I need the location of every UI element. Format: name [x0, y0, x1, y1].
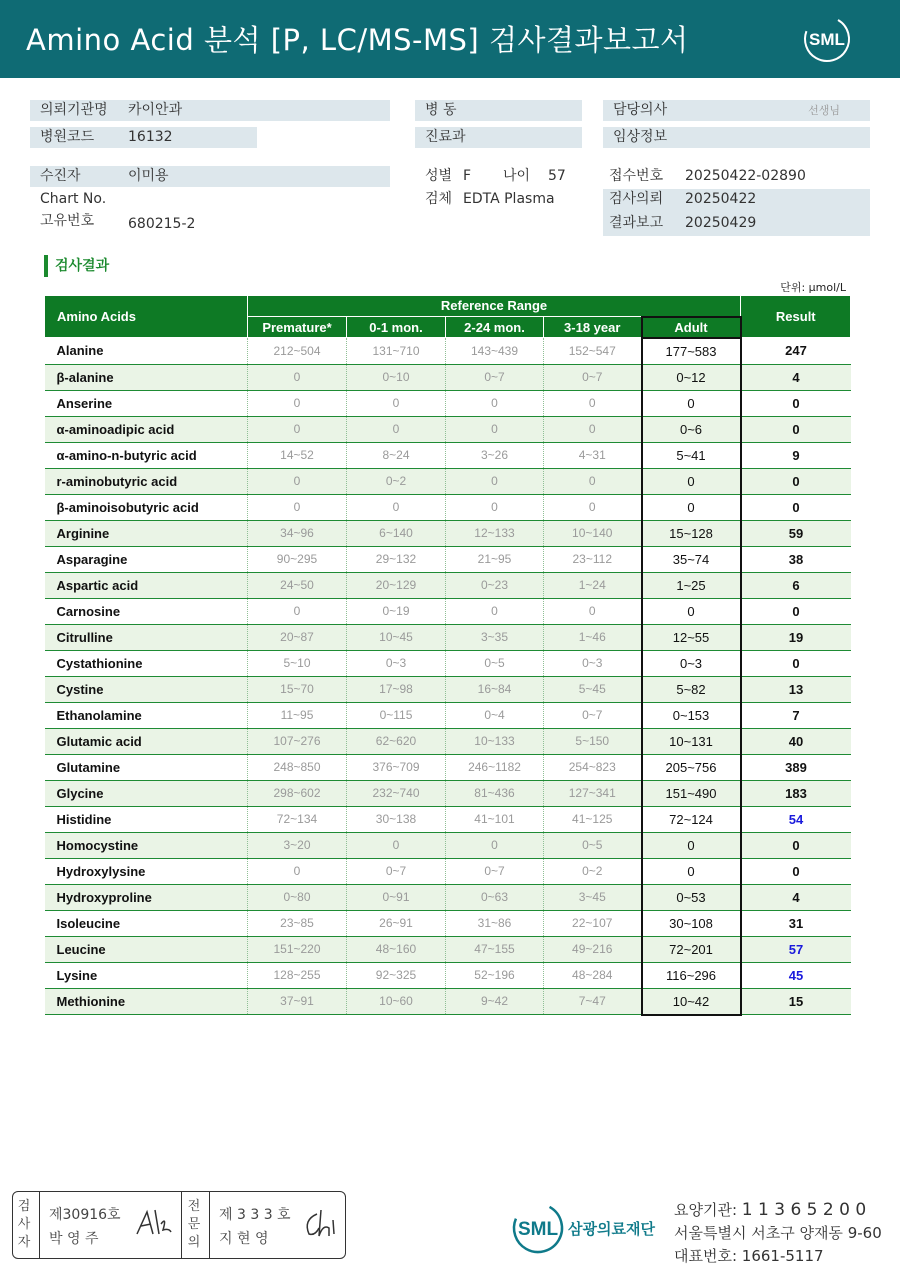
dept-field [415, 127, 582, 148]
reference-value: 0~7 [544, 364, 642, 390]
amino-acid-name: Anserine [45, 390, 248, 416]
reference-value: 0~3 [544, 650, 642, 676]
adult-reference: 35~74 [642, 546, 741, 572]
reference-value: 5~150 [544, 728, 642, 754]
org-value: 카이안과 [128, 102, 183, 118]
reference-value: 5~10 [248, 650, 347, 676]
reference-value: 48~284 [544, 962, 642, 988]
reference-value: 23~85 [248, 910, 347, 936]
result-value: 0 [741, 598, 851, 624]
reference-value: 0 [248, 468, 347, 494]
table-row [45, 364, 851, 390]
reference-value: 0 [347, 832, 446, 858]
unit-label: 단위: µmol/L [780, 281, 846, 294]
reference-value: 0 [248, 390, 347, 416]
reference-value: 143~439 [446, 338, 544, 365]
amino-acid-name: Lysine [45, 962, 248, 988]
table-row [45, 468, 851, 494]
reference-value: 5~45 [544, 676, 642, 702]
reference-value: 17~98 [347, 676, 446, 702]
specimen-label: 검체 [425, 191, 453, 207]
sml-logo-icon [802, 14, 852, 64]
adult-reference: 0 [642, 390, 741, 416]
adult-reference: 10~131 [642, 728, 741, 754]
reference-value: 0 [347, 390, 446, 416]
table-row [45, 806, 851, 832]
reference-value: 41~101 [446, 806, 544, 832]
dept-label: 진료과 [425, 129, 466, 145]
result-value: 247 [741, 338, 851, 365]
org-label: 의뢰기관명 [40, 102, 108, 118]
col-result: Result [741, 296, 851, 338]
reference-value: 0 [248, 494, 347, 520]
reference-value: 34~96 [248, 520, 347, 546]
reference-value: 0 [347, 416, 446, 442]
adult-reference: 0~53 [642, 884, 741, 910]
result-value: 9 [741, 442, 851, 468]
reference-value: 3~26 [446, 442, 544, 468]
reference-value: 151~220 [248, 936, 347, 962]
reference-value: 16~84 [446, 676, 544, 702]
amino-acid-name: Aspartic acid [45, 572, 248, 598]
adult-reference: 0~6 [642, 416, 741, 442]
table-row [45, 728, 851, 754]
reference-value: 152~547 [544, 338, 642, 365]
result-value: 0 [741, 468, 851, 494]
adult-reference: 0 [642, 494, 741, 520]
reference-value: 48~160 [347, 936, 446, 962]
specialist-label: 전 문 의 [187, 1199, 201, 1250]
reference-value: 131~710 [347, 338, 446, 365]
result-value: 31 [741, 910, 851, 936]
result-value: 59 [741, 520, 851, 546]
table-row [45, 858, 851, 884]
result-value: 0 [741, 494, 851, 520]
adult-reference: 30~108 [642, 910, 741, 936]
phone-label: 대표번호: [674, 1247, 738, 1265]
result-value: 40 [741, 728, 851, 754]
reference-value: 0~19 [347, 598, 446, 624]
signature-box [12, 1191, 346, 1259]
foundation-name: 삼광의료재단 [568, 1220, 655, 1238]
adult-reference: 5~82 [642, 676, 741, 702]
result-value: 57 [741, 936, 851, 962]
amino-acid-name: Citrulline [45, 624, 248, 650]
inspector-signature-icon [133, 1206, 175, 1242]
reference-value: 3~35 [446, 624, 544, 650]
reference-value: 1~46 [544, 624, 642, 650]
reference-value: 29~132 [347, 546, 446, 572]
reference-value: 128~255 [248, 962, 347, 988]
reference-value: 22~107 [544, 910, 642, 936]
reference-value: 7~47 [544, 988, 642, 1015]
doctor-label: 담당의사 [613, 102, 668, 118]
table-row [45, 442, 851, 468]
reference-value: 8~24 [347, 442, 446, 468]
reference-value: 0~5 [446, 650, 544, 676]
reference-value: 0~7 [347, 858, 446, 884]
adult-reference: 0 [642, 598, 741, 624]
foundation-logo [510, 1200, 660, 1256]
amino-acid-name: Glutamine [45, 754, 248, 780]
reference-value: 24~50 [248, 572, 347, 598]
report-label: 결과보고 [609, 215, 664, 231]
adult-reference: 15~128 [642, 520, 741, 546]
clinical-label: 임상정보 [613, 129, 668, 145]
adult-reference: 0~3 [642, 650, 741, 676]
adult-reference: 12~55 [642, 624, 741, 650]
code-label: 병원코드 [40, 129, 95, 145]
amino-acid-name: Hydroxyproline [45, 884, 248, 910]
col-0-1-mon: 0-1 mon. [347, 317, 446, 338]
amino-acid-name: Homocystine [45, 832, 248, 858]
reference-value: 0 [446, 832, 544, 858]
institution-code [674, 1199, 866, 1220]
amino-acid-name: Isoleucine [45, 910, 248, 936]
reference-value: 21~95 [446, 546, 544, 572]
amino-acid-name: Carnosine [45, 598, 248, 624]
reference-value: 52~196 [446, 962, 544, 988]
reference-value: 0 [544, 468, 642, 494]
reference-value: 0~10 [347, 364, 446, 390]
specialist-name: 지 현 영 [219, 1231, 269, 1247]
reference-value: 248~850 [248, 754, 347, 780]
reference-value: 0 [446, 468, 544, 494]
result-value: 0 [741, 416, 851, 442]
result-value: 4 [741, 884, 851, 910]
result-value: 13 [741, 676, 851, 702]
reference-value: 376~709 [347, 754, 446, 780]
table-row [45, 988, 851, 1015]
adult-reference: 0 [642, 858, 741, 884]
results-table [44, 295, 851, 1016]
amino-acid-name: Asparagine [45, 546, 248, 572]
dates-field [603, 189, 870, 236]
adult-reference: 177~583 [642, 338, 741, 365]
amino-acid-name: Histidine [45, 806, 248, 832]
ward-field [415, 100, 582, 121]
amino-acid-name: α-aminoadipic acid [45, 416, 248, 442]
specimen-value: EDTA Plasma [463, 191, 555, 207]
reference-value: 20~87 [248, 624, 347, 650]
result-value: 0 [741, 390, 851, 416]
table-row [45, 598, 851, 624]
table-row [45, 832, 851, 858]
table-row [45, 780, 851, 806]
reference-value: 3~20 [248, 832, 347, 858]
reference-value: 30~138 [347, 806, 446, 832]
reference-value: 232~740 [347, 780, 446, 806]
result-value: 7 [741, 702, 851, 728]
sml-logo-text: SML [809, 30, 845, 49]
reference-value: 11~95 [248, 702, 347, 728]
reference-value: 72~134 [248, 806, 347, 832]
inspector-label: 검 사 자 [17, 1199, 31, 1250]
reference-value: 81~436 [446, 780, 544, 806]
reference-value: 0 [446, 598, 544, 624]
doctor-suffix: 선생님 [808, 104, 840, 117]
amino-acid-name: r-aminobutyric acid [45, 468, 248, 494]
adult-reference: 0~153 [642, 702, 741, 728]
sml-footer-logo-icon [510, 1200, 566, 1256]
reference-value: 0~23 [446, 572, 544, 598]
reference-value: 41~125 [544, 806, 642, 832]
reference-value: 37~91 [248, 988, 347, 1015]
address: 서울특별시 서초구 양재동 9-60 [674, 1224, 882, 1242]
org-field [30, 100, 390, 121]
adult-reference: 116~296 [642, 962, 741, 988]
amino-acid-name: Alanine [45, 338, 248, 365]
reference-value: 0~3 [347, 650, 446, 676]
adult-reference: 0~12 [642, 364, 741, 390]
receipt-value: 20250422-02890 [685, 168, 806, 184]
table-row [45, 910, 851, 936]
col-adult: Adult [642, 317, 741, 338]
col-2-24-mon: 2-24 mon. [446, 317, 544, 338]
table-row [45, 572, 851, 598]
table-row [45, 390, 851, 416]
reference-value: 20~129 [347, 572, 446, 598]
adult-reference: 151~490 [642, 780, 741, 806]
result-value: 6 [741, 572, 851, 598]
reference-value: 0 [544, 390, 642, 416]
age-label: 나이 [503, 168, 531, 184]
reference-value: 12~133 [446, 520, 544, 546]
reference-value: 246~1182 [446, 754, 544, 780]
reference-value: 0~5 [544, 832, 642, 858]
receipt-label: 접수번호 [609, 168, 664, 184]
inspector-license: 제30916호 [49, 1207, 121, 1223]
request-value: 20250422 [685, 191, 757, 207]
report-title: Amino Acid 분석 [P, LC/MS-MS] 검사결과보고서 [26, 23, 689, 57]
reference-value: 31~86 [446, 910, 544, 936]
reference-value: 0~2 [544, 858, 642, 884]
phone [674, 1245, 824, 1266]
reference-value: 10~140 [544, 520, 642, 546]
table-row [45, 676, 851, 702]
result-value: 45 [741, 962, 851, 988]
amino-acid-name: β-aminoisobutyric acid [45, 494, 248, 520]
result-value: 38 [741, 546, 851, 572]
reference-value: 1~24 [544, 572, 642, 598]
adult-reference: 205~756 [642, 754, 741, 780]
reference-value: 0 [544, 598, 642, 624]
reference-value: 4~31 [544, 442, 642, 468]
amino-acid-name: α-amino-n-butyric acid [45, 442, 248, 468]
reference-value: 0 [446, 494, 544, 520]
table-row [45, 338, 851, 365]
institution-code-value: 1 1 3 6 5 2 0 0 [741, 1200, 867, 1220]
reference-value: 0~7 [544, 702, 642, 728]
reference-value: 62~620 [347, 728, 446, 754]
table-row [45, 884, 851, 910]
reference-value: 0 [446, 416, 544, 442]
result-value: 389 [741, 754, 851, 780]
specialist-signature-icon [301, 1206, 341, 1242]
reference-value: 0~80 [248, 884, 347, 910]
result-value: 183 [741, 780, 851, 806]
id-value: 680215-2 [128, 216, 196, 232]
reference-value: 0 [544, 416, 642, 442]
chart-label: Chart No. [40, 191, 107, 207]
reference-value: 26~91 [347, 910, 446, 936]
reference-value: 15~70 [248, 676, 347, 702]
result-value: 0 [741, 858, 851, 884]
reference-value: 212~504 [248, 338, 347, 365]
col-reference-range: Reference Range [248, 296, 741, 317]
reference-value: 9~42 [446, 988, 544, 1015]
reference-value: 0 [544, 494, 642, 520]
sex-value: F [463, 168, 472, 184]
amino-acid-name: Glycine [45, 780, 248, 806]
col-amino-acids: Amino Acids [45, 296, 248, 338]
result-value: 0 [741, 650, 851, 676]
reference-value: 14~52 [248, 442, 347, 468]
reference-value: 0~7 [446, 364, 544, 390]
reference-value: 0 [248, 858, 347, 884]
reference-value: 10~45 [347, 624, 446, 650]
table-row [45, 624, 851, 650]
adult-reference: 0 [642, 468, 741, 494]
code-field [30, 127, 257, 148]
result-value: 54 [741, 806, 851, 832]
reference-value: 3~45 [544, 884, 642, 910]
reference-value: 254~823 [544, 754, 642, 780]
reference-value: 0~4 [446, 702, 544, 728]
amino-acid-name: β-alanine [45, 364, 248, 390]
age-value: 57 [548, 168, 566, 184]
reference-value: 0 [248, 364, 347, 390]
reference-value: 10~60 [347, 988, 446, 1015]
report-value: 20250429 [685, 215, 757, 231]
adult-reference: 0 [642, 832, 741, 858]
id-label: 고유번호 [40, 213, 95, 229]
col-premature: Premature* [248, 317, 347, 338]
table-row [45, 520, 851, 546]
sex-label: 성별 [425, 168, 453, 184]
amino-acid-name: Hydroxylysine [45, 858, 248, 884]
footer-logo-text: SML [517, 1219, 559, 1240]
result-value: 0 [741, 832, 851, 858]
reference-value: 0 [446, 390, 544, 416]
patient-label: 수진자 [40, 168, 81, 184]
reference-value: 49~216 [544, 936, 642, 962]
table-row [45, 416, 851, 442]
table-row [45, 754, 851, 780]
reference-value: 0~7 [446, 858, 544, 884]
reference-value: 0 [248, 416, 347, 442]
reference-value: 6~140 [347, 520, 446, 546]
section-title: 검사결과 [44, 255, 109, 277]
amino-acid-name: Cystine [45, 676, 248, 702]
reference-value: 90~295 [248, 546, 347, 572]
table-row [45, 494, 851, 520]
table-row [45, 702, 851, 728]
reference-value: 0~63 [446, 884, 544, 910]
reference-value: 10~133 [446, 728, 544, 754]
adult-reference: 72~201 [642, 936, 741, 962]
doctor-field [603, 100, 870, 121]
amino-acid-name: Glutamic acid [45, 728, 248, 754]
reference-value: 127~341 [544, 780, 642, 806]
table-row [45, 650, 851, 676]
reference-value: 92~325 [347, 962, 446, 988]
institution-code-label: 요양기관: [674, 1201, 738, 1219]
adult-reference: 5~41 [642, 442, 741, 468]
report-header [0, 0, 900, 78]
reference-value: 0 [347, 494, 446, 520]
amino-acid-name: Ethanolamine [45, 702, 248, 728]
reference-value: 0~91 [347, 884, 446, 910]
reference-value: 47~155 [446, 936, 544, 962]
request-label: 검사의뢰 [609, 191, 664, 207]
patient-field [30, 166, 390, 187]
reference-value: 0 [248, 598, 347, 624]
phone-value: 1661-5117 [741, 1247, 824, 1265]
result-value: 15 [741, 988, 851, 1015]
table-row [45, 546, 851, 572]
patient-value: 이미용 [128, 168, 169, 184]
reference-value: 23~112 [544, 546, 642, 572]
col-3-18-year: 3-18 year [544, 317, 642, 338]
inspector-name: 박 영 주 [49, 1231, 99, 1247]
adult-reference: 72~124 [642, 806, 741, 832]
specialist-license: 제 3 3 3 호 [219, 1207, 291, 1223]
code-value: 16132 [128, 129, 173, 145]
results-body [45, 338, 851, 1015]
table-row [45, 936, 851, 962]
result-value: 19 [741, 624, 851, 650]
adult-reference: 1~25 [642, 572, 741, 598]
reference-value: 0~2 [347, 468, 446, 494]
reference-value: 298~602 [248, 780, 347, 806]
adult-reference: 10~42 [642, 988, 741, 1015]
table-row [45, 962, 851, 988]
reference-value: 107~276 [248, 728, 347, 754]
amino-acid-name: Leucine [45, 936, 248, 962]
clinical-field [603, 127, 870, 148]
ward-label: 병 동 [425, 102, 457, 118]
result-value: 4 [741, 364, 851, 390]
amino-acid-name: Methionine [45, 988, 248, 1015]
amino-acid-name: Cystathionine [45, 650, 248, 676]
reference-value: 0~115 [347, 702, 446, 728]
amino-acid-name: Arginine [45, 520, 248, 546]
